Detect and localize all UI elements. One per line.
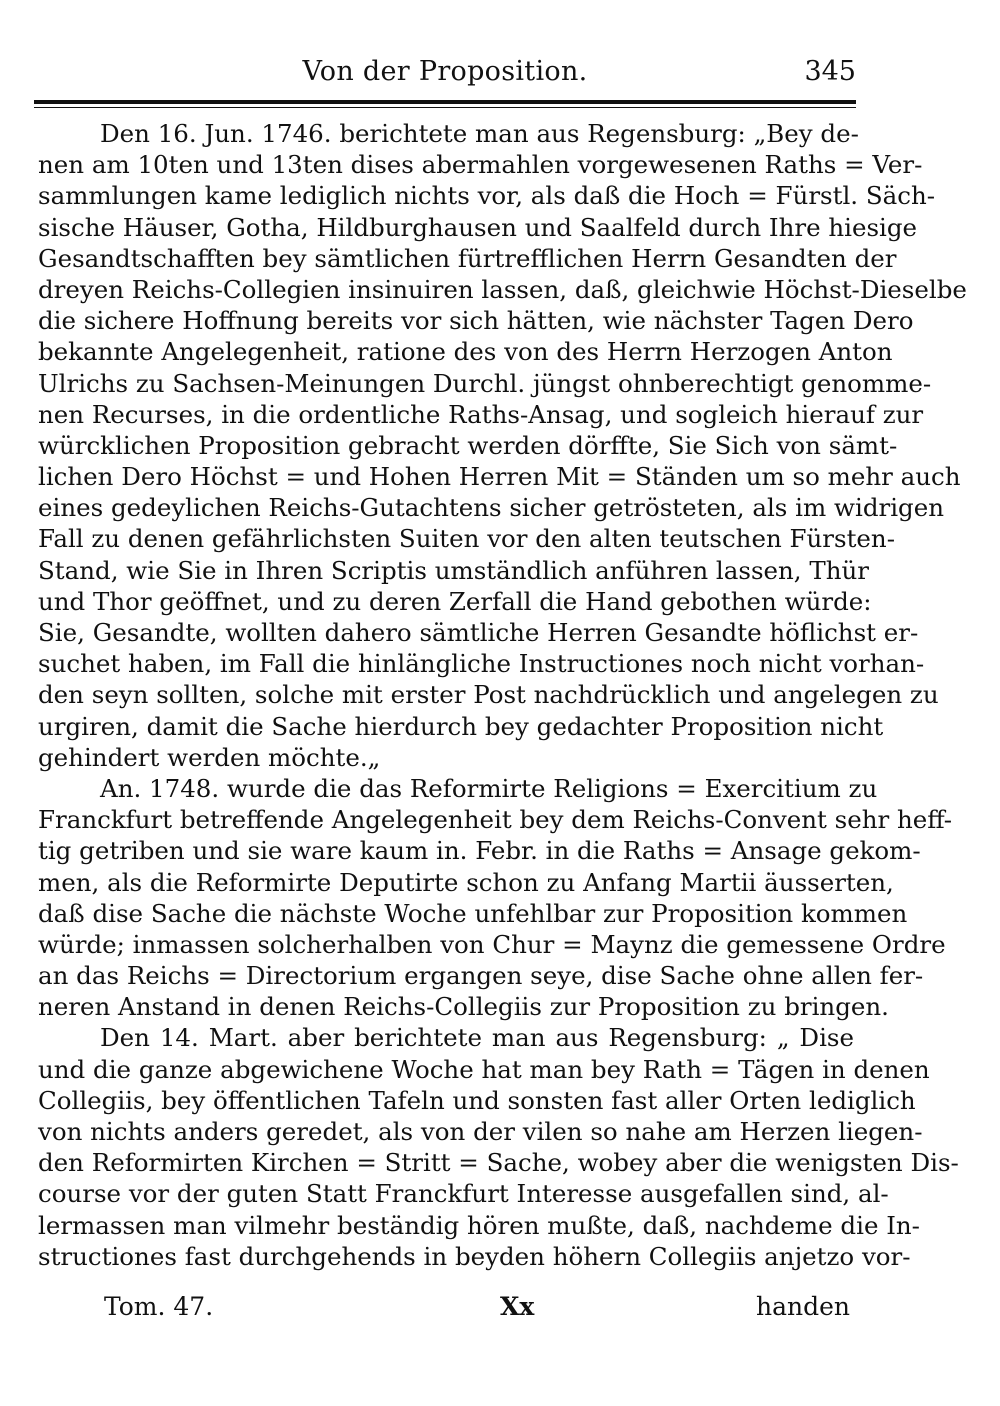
running-title: Von der Proposition. [302,56,588,87]
text-line: nen am 10ten und 13ten dises abermahlen vorgewesenen Raths = Ver- [38,150,923,180]
text-line: sammlungen kame lediglich nichts vor, als daß die Hoch = Fürstl. Säch- [38,181,936,211]
text-line: An. 1748. wurde die das Reformirte Religions = Exercitium zu [100,773,878,803]
text-line: structiones fast durchgehends in beyden höhern Collegiis anjetzo vor- [38,1241,911,1271]
text-line: an das Reichs = Directorium ergangen seye, dise Sache ohne allen fer- [38,961,924,991]
text-line: Stand, wie Sie in Ihren Scriptis umständlich anführen lassen, Thür [38,555,869,585]
text-line: tig getriben und sie ware kaum in. Febr. in die Raths = Ansage gekom- [38,836,921,866]
text-line: Ulrichs zu Sachsen-Meinungen Durchl. jüngst ohnberechtigt genomme- [38,368,932,398]
text-line: und Thor geöffnet, und zu deren Zerfall die Hand gebothen würde: [38,586,872,616]
text-line: neren Anstand in denen Reichs-Collegiis zur Proposition zu bringen. [38,992,889,1022]
text-line: nen Recurses, in die ordentliche Raths-Ansag, und sogleich hierauf zur [38,399,924,429]
text-line: course vor der guten Statt Franckfurt Interesse ausgefallen sind, al- [38,1179,889,1209]
paragraph [38,773,953,1023]
text-line: men, als die Reformirte Deputirte schon zu Anfang Martii äusserten, [38,867,894,897]
signature-mark: Xx [500,1292,535,1321]
text-line: und die ganze abgewichene Woche hat man bey Rath = Tägen in denen [38,1054,930,1084]
text-line: den seyn sollten, solche mit erster Post nachdrücklich und angelegen zu [38,680,939,710]
catchword: handen [755,1292,850,1321]
text-line: den Reformirten Kirchen = Stritt = Sache, wobey aber die wenigsten Dis- [38,1148,959,1178]
text-line: von nichts anders geredet, als von der vilen so nahe am Herzen liegen- [38,1117,923,1146]
text-line: eines gedeylichen Reichs-Gutachtens sicher getrösteten, als im widrigen [38,493,945,523]
page-number: 345 [804,56,856,87]
text-line: suchet haben, im Fall die hinlängliche Instructiones noch nicht vorhan- [38,649,925,679]
text-line: Franckfurt betreffende Angelegenheit bey dem Reichs-Convent sehr heff- [38,805,953,835]
text-line: lichen Dero Höchst = und Hohen Herren Mit = Ständen um so mehr auch [38,462,961,492]
text-line: dreyen Reichs-Collegien insinuiren lassen, daß, gleichwie Höchst-Dieselbe [38,274,967,304]
page-footer [34,1292,856,1332]
text-line: Fall zu denen gefährlichsten Suiten vor den alten teutschen Fürsten- [38,524,895,554]
text-line: bekannte Angelegenheit, ratione des von des Herrn Herzogen Anton [38,337,893,367]
page-header [34,56,856,96]
text-line: gehindert werden möchte.„ [38,742,381,772]
text-line: Collegiis, bey öffentlichen Tafeln und sonsten fast aller Orten lediglich [38,1085,916,1115]
text-line: Den 14. Mart. aber berichtete man aus Regensburg: „ Dise [100,1023,854,1053]
text-line: urgiren, damit die Sache hierdurch bey gedachter Proposition nicht [38,711,884,741]
text-line: Gesandtschafften bey sämtlichen fürtrefflichen Herrn Gesandten der [38,243,897,273]
paragraph [38,1022,959,1272]
text-line: Den 16. Jun. 1746. berichtete man aus Regensburg: „Bey de- [100,119,859,148]
text-line: die sichere Hoffnung bereits vor sich hätten, wie nächster Tagen Dero [38,306,914,336]
paragraph [38,118,967,773]
text-line: lermassen man vilmehr beständig hören mußte, daß, nachdeme die In- [38,1210,920,1240]
volume-signature: Tom. 47. [104,1292,214,1321]
header-rule [34,100,856,104]
body-text [38,118,967,1272]
text-line: würde; inmassen solcherhalben von Chur = Maynz die gemessene Ordre [38,929,946,959]
text-line: Sie, Gesandte, wollten dahero sämtliche Herren Gesandte höflichst er- [38,618,919,647]
text-line: würcklichen Proposition gebracht werden dörffte, Sie Sich von sämt- [38,430,898,460]
text-line: daß dise Sache die nächste Woche unfehlbar zur Proposition kommen [38,898,908,928]
text-line: sische Häuser, Gotha, Hildburghausen und Saalfeld durch Ihre hiesige [38,212,918,242]
